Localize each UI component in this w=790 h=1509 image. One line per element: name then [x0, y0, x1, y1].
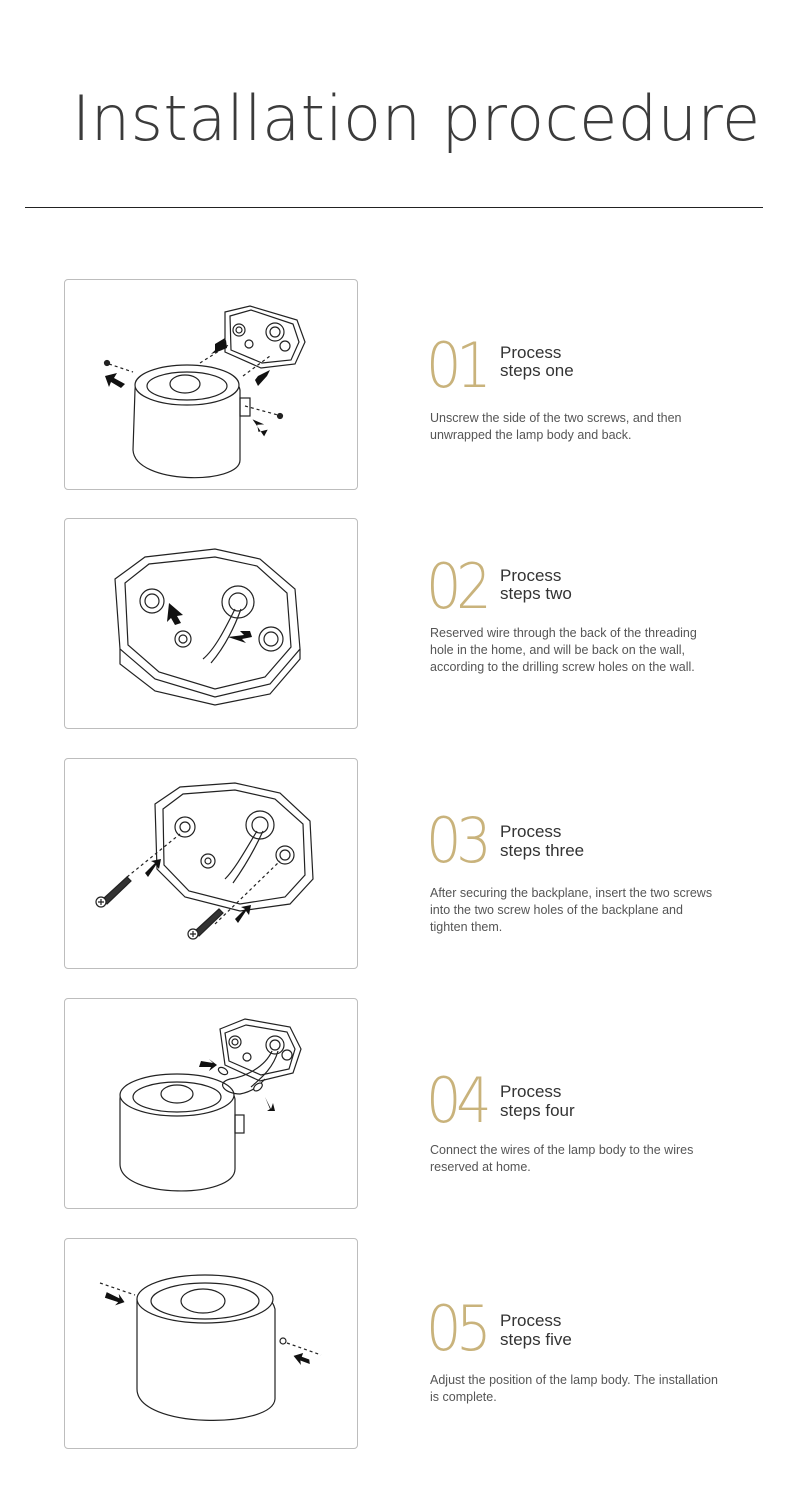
step-4	[0, 998, 790, 1210]
step-number: 05	[426, 1292, 487, 1365]
step-label-2: steps three	[500, 841, 585, 860]
step-label-1: Process	[500, 1311, 562, 1330]
step-label-2: steps one	[500, 361, 574, 380]
step-2-illustration	[64, 518, 358, 729]
step-number: 02	[426, 550, 487, 623]
step-2	[0, 518, 790, 730]
step-description: Reserved wire through the back of the threading hole in the home, and will be back on the wall, according to the drilling screw holes on the wall.	[430, 626, 697, 674]
step-description: Adjust the position of the lamp body. The installation is complete.	[430, 1373, 718, 1404]
step-label-1: Process	[500, 822, 562, 841]
step-label-2: steps five	[500, 1330, 572, 1349]
step-1	[0, 279, 790, 491]
step-label-1: Process	[500, 343, 562, 362]
title-divider	[25, 207, 763, 208]
step-3	[0, 758, 790, 970]
page-title: Installation procedure	[72, 82, 761, 155]
step-3-illustration	[64, 758, 358, 969]
step-5-illustration	[64, 1238, 358, 1449]
step-1-illustration	[64, 279, 358, 490]
step-label-1: Process	[500, 1082, 562, 1101]
step-5	[0, 1238, 790, 1450]
step-4-illustration	[64, 998, 358, 1209]
step-number: 04	[426, 1064, 487, 1137]
step-description: Unscrew the side of the two screws, and then unwrapped the lamp body and back.	[430, 411, 682, 442]
step-description: After securing the backplane, insert the two screws into the two screw holes of the backplane and tighten them.	[430, 886, 713, 934]
step-description: Connect the wires of the lamp body to the wires reserved at home.	[430, 1143, 694, 1174]
step-label-1: Process	[500, 566, 562, 585]
step-number: 03	[426, 804, 487, 877]
step-label-2: steps two	[500, 584, 572, 603]
step-number: 01	[426, 329, 487, 402]
step-label-2: steps four	[500, 1101, 575, 1120]
